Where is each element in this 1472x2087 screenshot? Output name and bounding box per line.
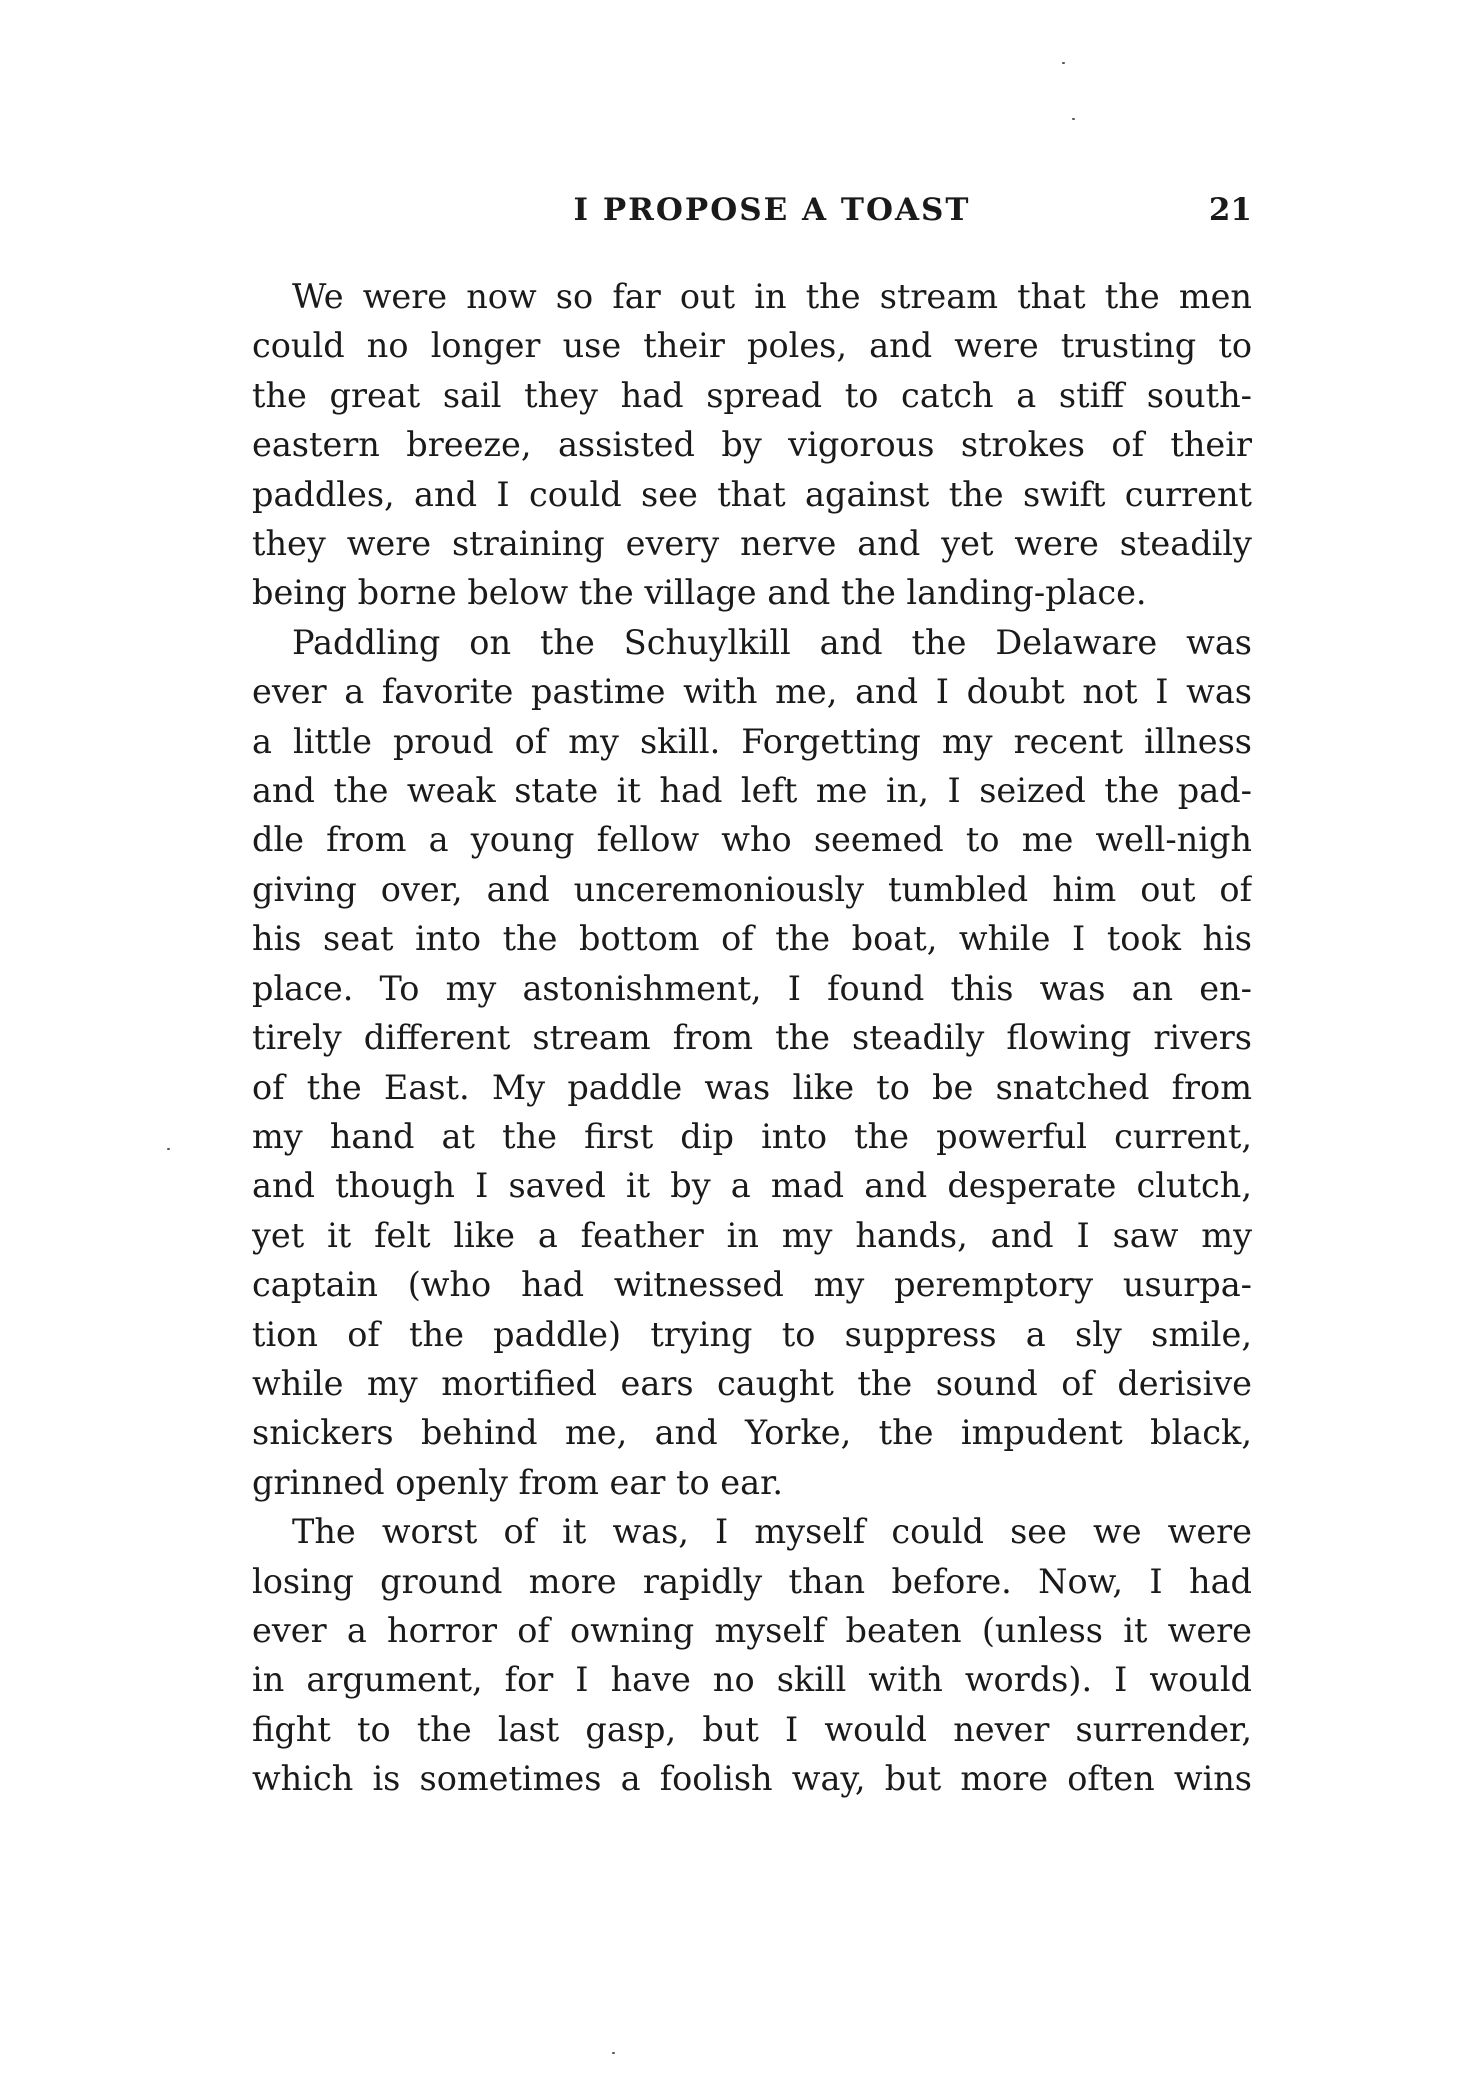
scan-speck [1072, 118, 1075, 120]
running-head [252, 192, 1252, 242]
text-line: yet it felt like a feather in my hands, and I saw my [252, 1215, 1252, 1255]
text-line: eastern breeze, assisted by vigorous strokes of their [252, 425, 1252, 465]
scan-speck [167, 1148, 170, 1150]
text-line: Paddling on the Schuylkill and the Delaware was [292, 622, 1252, 662]
text-line: they were straining every nerve and yet were steadily [252, 524, 1252, 564]
text-line: fight to the last gasp, but I would never surrender, [252, 1709, 1252, 1749]
text-line: his seat into the bottom of the boat, while I took his [252, 919, 1252, 959]
text-line: snickers behind me, and Yorke, the impudent black, [252, 1413, 1252, 1453]
text-line: my hand at the first dip into the powerful current, [252, 1116, 1252, 1156]
text-line: paddles, and I could see that against the swift current [252, 474, 1252, 514]
scan-speck [1062, 62, 1065, 64]
text-line: a little proud of my skill. Forgetting my recent illness [252, 721, 1252, 761]
text-line: of the East. My paddle was like to be snatched from [252, 1067, 1252, 1107]
body-text [252, 272, 1252, 1804]
text-line: the great sail they had spread to catch a stiff south- [252, 375, 1252, 415]
text-line: tirely different stream from the steadily flowing rivers [252, 1018, 1252, 1058]
text-line: which is sometimes a foolish way, but more often wins [252, 1759, 1252, 1799]
text-line: We were now so far out in the stream that the men [292, 277, 1252, 316]
text-line: while my mortified ears caught the sound of derisive [252, 1363, 1252, 1403]
text-line: giving over, and unceremoniously tumbled him out of [252, 869, 1252, 909]
text-line: place. To my astonishment, I found this was an en- [252, 968, 1252, 1008]
text-line: ever a horror of owning myself beaten (unless it were [252, 1610, 1252, 1650]
text-line: losing ground more rapidly than before. Now, I had [252, 1561, 1252, 1601]
page-number: 21 [1208, 192, 1252, 228]
text-line: The worst of it was, I myself could see we were [292, 1512, 1252, 1552]
text-line: and the weak state it had left me in, I seized the pad- [252, 771, 1252, 811]
text-line: ever a favorite pastime with me, and I doubt not I was [252, 672, 1252, 712]
paragraph-1 [252, 272, 1252, 618]
text-line: tion of the paddle) trying to suppress a sly smile, [252, 1314, 1252, 1354]
paragraph-2 [252, 618, 1252, 1507]
text-line: and though I saved it by a mad and desperate clutch, [252, 1166, 1252, 1206]
text-line: could no longer use their poles, and were trusting to [252, 326, 1252, 366]
scan-speck [612, 2052, 615, 2054]
text-line: in argument, for I have no skill with words). I would [252, 1660, 1252, 1700]
text-line: captain (who had witnessed my peremptory usurpa- [252, 1265, 1252, 1305]
running-title: I PROPOSE A TOAST [573, 192, 971, 228]
paragraph-3 [252, 1507, 1252, 1803]
text-line: being borne below the village and the landing-place. [252, 573, 1147, 613]
text-line: grinned openly from ear to ear. [252, 1462, 784, 1502]
text-line: dle from a young fellow who seemed to me well-nigh [252, 820, 1252, 860]
